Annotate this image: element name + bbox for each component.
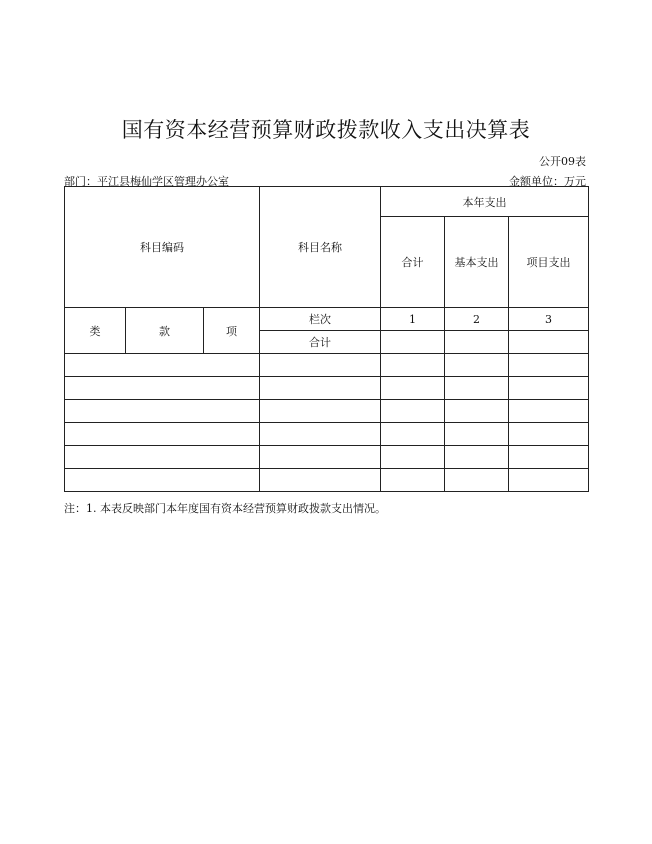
form-code: 公开09表 [539, 155, 586, 168]
total-row-label: 合计 [260, 331, 381, 354]
table-row [65, 400, 589, 423]
empty-cell [509, 377, 589, 400]
column-number-1: 1 [381, 308, 445, 331]
empty-cell [381, 446, 445, 469]
total-basic-cell [445, 331, 509, 354]
column-number-2: 2 [445, 308, 509, 331]
table-row [65, 423, 589, 446]
empty-name-cell [260, 354, 381, 377]
basic-expenditure-header: 基本支出 [445, 217, 509, 308]
current-year-expenditure-header: 本年支出 [381, 187, 589, 217]
department-label: 部门：平江县梅仙学区管理办公室 [64, 175, 229, 188]
empty-cell [445, 423, 509, 446]
item-label: 项 [204, 308, 260, 354]
table-row [65, 446, 589, 469]
column-row-label: 栏次 [260, 308, 381, 331]
footnote: 注：1. 本表反映部门本年度国有资本经营预算财政拨款支出情况。 [64, 502, 386, 515]
empty-cell [445, 469, 509, 492]
empty-code-cell [65, 469, 260, 492]
column-number-3: 3 [509, 308, 589, 331]
empty-cell [509, 400, 589, 423]
empty-name-cell [260, 469, 381, 492]
table-row [65, 377, 589, 400]
empty-cell [381, 400, 445, 423]
empty-code-cell [65, 354, 260, 377]
empty-cell [509, 446, 589, 469]
table-row [65, 354, 589, 377]
total-value-cell [381, 331, 445, 354]
table-row [65, 469, 589, 492]
amount-unit-label: 金额单位：万元 [509, 175, 586, 188]
empty-name-cell [260, 400, 381, 423]
header-row [65, 187, 589, 217]
empty-name-cell [260, 446, 381, 469]
empty-code-cell [65, 400, 260, 423]
budget-table [64, 186, 589, 492]
total-project-cell [509, 331, 589, 354]
empty-cell [381, 423, 445, 446]
empty-cell [509, 469, 589, 492]
empty-cell [381, 469, 445, 492]
empty-cell [445, 354, 509, 377]
empty-code-cell [65, 423, 260, 446]
section-label: 款 [126, 308, 204, 354]
empty-cell [381, 377, 445, 400]
empty-cell [445, 400, 509, 423]
class-label: 类 [65, 308, 126, 354]
empty-name-cell [260, 423, 381, 446]
subject-code-header: 科目编码 [65, 187, 260, 308]
project-expenditure-header: 项目支出 [509, 217, 589, 308]
empty-name-cell [260, 377, 381, 400]
empty-cell [509, 354, 589, 377]
page-title: 国有资本经营预算财政拨款收入支出决算表 [121, 118, 531, 142]
column-number-row [65, 308, 589, 331]
empty-cell [509, 423, 589, 446]
empty-code-cell [65, 446, 260, 469]
empty-code-cell [65, 377, 260, 400]
empty-cell [381, 354, 445, 377]
subject-name-header: 科目名称 [260, 187, 381, 308]
empty-cell [445, 377, 509, 400]
total-header: 合计 [381, 217, 445, 308]
empty-cell [445, 446, 509, 469]
